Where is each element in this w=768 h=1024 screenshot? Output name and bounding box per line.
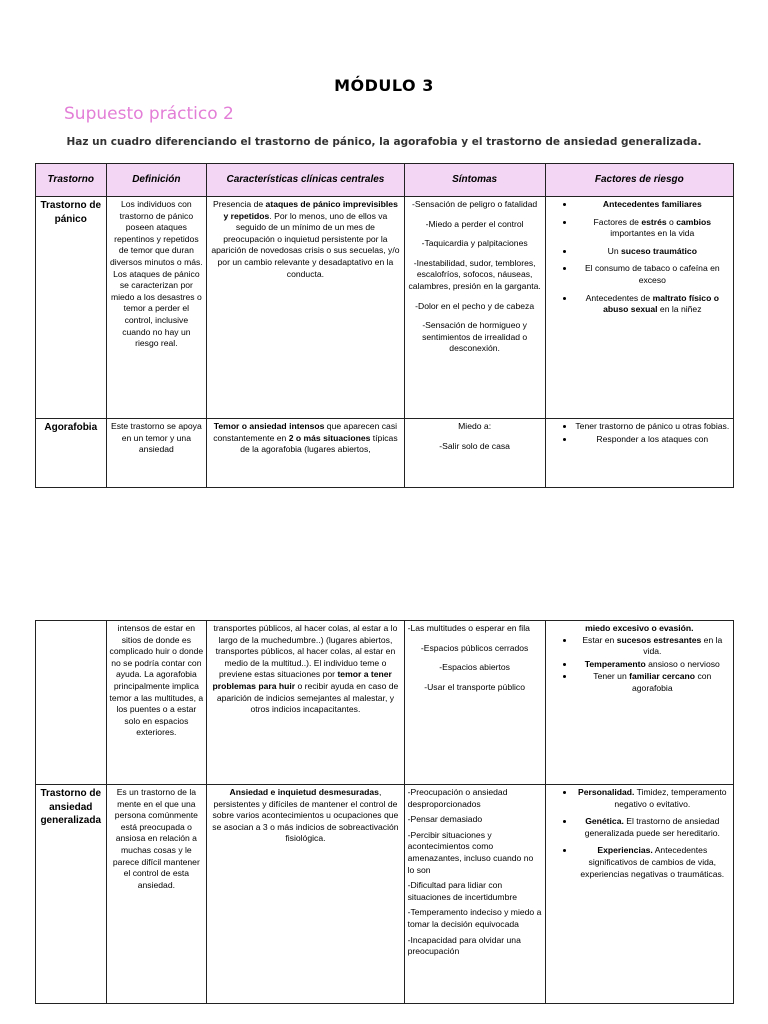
risk-item: • Personalidad. Timidez, temperamento negativo o evitativo. bbox=[575, 787, 730, 810]
module-title: MÓDULO 3 bbox=[334, 76, 434, 95]
risk-item: • Un suceso traumático bbox=[575, 246, 730, 258]
header-sintomas: Síntomas bbox=[404, 164, 545, 197]
subtitle: Supuesto práctico 2 bbox=[64, 104, 234, 124]
symptom-item: -Pensar demasiado bbox=[407, 814, 483, 825]
cell-definition-agorafobia-2: intensos de estar en sitios de donde es complicado huir o donde no se podría contar con ayuda. La agorafobia principalmente implica temor a las multitudes, a los puentes o a estar solo en espacios exteriores. bbox=[106, 621, 207, 785]
cell-clinical-agorafobia-2: transportes públicos, al hacer colas, al estar a lo largo de la muchedumbre..) (lugares abiertos, transportes públicos, al hacer colas, al estar en medio de la multitud..). El individuo teme o previene estas situaciones por temor a tener problemas para huir o recibir ayuda en caso de aparición de indicios semejantes al malestar, y otros indicios incapacitantes. bbox=[207, 621, 404, 785]
symptom-item: -Percibir situaciones y acontecimientos como amenazantes, incluso cuando no lo son bbox=[407, 829, 534, 875]
cell-name-agorafobia: Agorafobia bbox=[36, 419, 107, 488]
cell-definition-agorafobia-1: Este trastorno se apoya en un temor y una ansiedad bbox=[106, 419, 207, 488]
cell-risk-agorafobia-1 bbox=[545, 419, 733, 488]
symptom-item: -Sensación de hormigueo y sentimientos de irrealidad o desconexión. bbox=[422, 320, 528, 354]
symptom-item: -Inestabilidad, sudor, temblores, escalofríos, sofocos, náuseas, calambres, presión en la garganta. bbox=[408, 257, 541, 291]
symptom-item: -Dificultad para lidiar con situaciones de incertidumbre bbox=[407, 880, 518, 902]
symptom-item: -Dolor en el pecho y de cabeza bbox=[415, 300, 535, 311]
cell-clinical-agorafobia-1: Temor o ansiedad intensos que aparecen casi constantemente en 2 o más situaciones típicas de la agorafobia (lugares abiertos, bbox=[207, 419, 404, 488]
cell-symptoms-tag bbox=[404, 785, 545, 1004]
cell-name-tag: Trastorno de ansiedad generalizada bbox=[36, 785, 107, 1004]
cell-definition-panico: Los individuos con trastorno de pánico poseen ataques repentinos y repetidos de temor que duran diversos minutos o más. Los ataques de pánico se caracterizan por miedo a los desastres o temor a perder el control, inclusive cuando no hay un riesgo real. bbox=[106, 197, 207, 419]
risk-item: • Estar en sucesos estresantes en la vida. bbox=[575, 635, 730, 658]
comparison-table-page-2 bbox=[35, 620, 734, 1004]
cell-symptoms-panico bbox=[404, 197, 545, 419]
risk-item: • El consumo de tabaco o cafeína en exceso bbox=[575, 263, 730, 286]
header-factores: Factores de riesgo bbox=[545, 164, 733, 197]
symptom-item: -Las multitudes o esperar en fila bbox=[407, 623, 530, 633]
symptom-item: -Espacios abiertos bbox=[439, 662, 510, 673]
cell-risk-agorafobia-2 bbox=[545, 621, 733, 785]
cell-clinical-panico: Presencia de ataques de pánico imprevisibles y repetidos. Por lo menos, uno de ellos va seguido de un mínimo de un mes de preocupación o inquietud persistente por la aparición de novedosas crisis o sus secuelas, y/o por un cambio relevante y desadaptativo en la conducta. bbox=[207, 197, 404, 419]
comparison-table-page-1 bbox=[35, 163, 734, 488]
cell-risk-tag bbox=[545, 785, 733, 1004]
symptom-item: -Temperamento indeciso y miedo a tomar la decisión equivocada bbox=[407, 907, 542, 929]
risk-continuation: miedo excesivo o evasión. bbox=[585, 623, 694, 633]
cell-clinical-tag: Ansiedad e inquietud desmesuradas, persistentes y difíciles de mantener el control de sobre varios acontecimientos u ocupaciones que se asocian a 3 o más indicios de sobreactivación fisiológica. bbox=[207, 785, 404, 1004]
risk-item: • Genética. El trastorno de ansiedad generalizada puede ser hereditario. bbox=[575, 816, 730, 839]
table-row-agorafobia-part1 bbox=[36, 419, 734, 488]
cell-risk-panico bbox=[545, 197, 733, 419]
symptom-item: Miedo a: bbox=[458, 421, 492, 431]
risk-item: • Tener un familiar cercano con agorafobia bbox=[575, 671, 730, 694]
symptom-item: -Miedo a perder el control bbox=[425, 218, 524, 229]
risk-item: • Responder a los ataques con bbox=[575, 434, 730, 446]
risk-item: • Temperamento ansioso o nervioso bbox=[575, 659, 730, 671]
risk-item: • Tener trastorno de pánico u otras fobias. bbox=[575, 421, 730, 433]
symptom-item: -Salir solo de casa bbox=[439, 440, 510, 451]
instruction-text: Haz un cuadro diferenciando el trastorno de pánico, la agorafobia y el trastorno de ansiedad generalizada. bbox=[66, 136, 702, 148]
symptom-item: -Sensación de peligro o fatalidad bbox=[412, 199, 538, 209]
risk-item: • Antecedentes de maltrato físico o abuso sexual en la niñez bbox=[575, 293, 730, 316]
symptom-item: -Incapacidad para olvidar una preocupación bbox=[407, 934, 521, 957]
table-header-row bbox=[36, 164, 734, 197]
symptom-item: -Usar el transporte público bbox=[424, 681, 526, 692]
cell-symptoms-agorafobia-1 bbox=[404, 419, 545, 488]
header-trastorno: Trastorno bbox=[36, 164, 107, 197]
symptom-item: -Espacios públicos cerrados bbox=[420, 642, 529, 653]
cell-name-agorafobia-cont bbox=[36, 621, 107, 785]
risk-item: • Experiencias. Antecedentes significativos de cambios de vida, experiencias negativas o traumáticas. bbox=[575, 845, 730, 880]
table-row-ansiedad-generalizada bbox=[36, 785, 734, 1004]
symptom-item: -Taquicardia y palpitaciones bbox=[421, 238, 528, 249]
table-row-panico bbox=[36, 197, 734, 419]
cell-name-panico: Trastorno de pánico bbox=[36, 197, 107, 419]
risk-item: • Antecedentes familiares bbox=[575, 199, 730, 211]
cell-definition-tag: Es un trastorno de la mente en el que una persona comúnmente está preocupada o ansiosa en relación a muchas cosas y le parece difícil mantener el control de esta ansiedad. bbox=[106, 785, 207, 1004]
symptom-item: -Preocupación o ansiedad desproporcionados bbox=[407, 787, 508, 809]
risk-item: • Factores de estrés o cambios importantes en la vida bbox=[575, 217, 730, 240]
cell-symptoms-agorafobia-2 bbox=[404, 621, 545, 785]
header-definicion: Definición bbox=[106, 164, 207, 197]
header-caracteristicas: Características clínicas centrales bbox=[207, 164, 404, 197]
table-row-agorafobia-part2 bbox=[36, 621, 734, 785]
